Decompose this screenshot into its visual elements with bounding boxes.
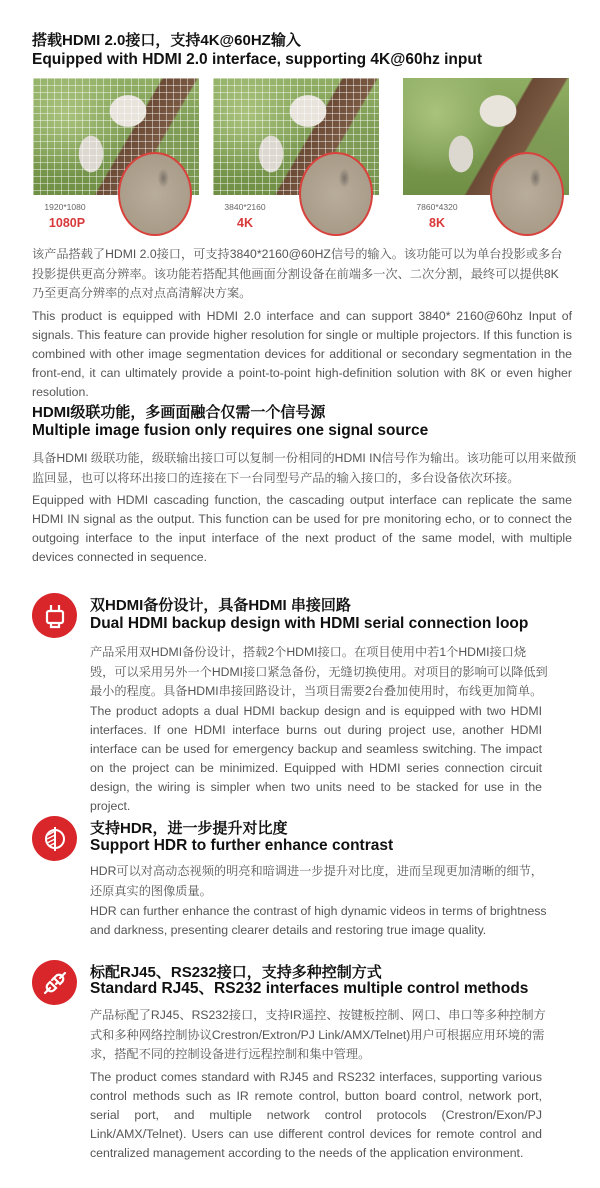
section1-body-cn: 该产品搭载了HDMI 2.0接口，可支持3840*2160@60HZ信号的输入。该功能可以为单台投影或多台投影提供更高分辨率。该功能若搭配其他画面分割设备在前端多一次、二次分割，最终可以提供8K乃至更高分辨率的点对点高清解决方案。 [32,247,563,300]
zoom-magnifier-4k [299,152,373,236]
section4-title-cn: 支持HDR，进一步提升对比度 [90,820,288,837]
section4-body-en: HDR can further enhance the contrast of high dynamic videos in terms of brightness and darkness, presenting clearer details and restoring true image quality. [90,904,547,937]
label-1080p: 1080P [48,216,86,230]
section5-body-en: The product comes standard with RJ45 and RS232 interfaces, supporting various control methods such as IR remote control, button board control, network port, serial port, and multiple network control protocols (Crestron/Exon/PJ Link/AMX/Telnet). Users can use different control devices for remote control and centralized management according to the needs of the application environment. [90,1070,542,1160]
section3-title-cn: 双HDMI备份设计，具备HDMI 串接回路 [90,597,351,614]
section2-title-en: Multiple image fusion only requires one signal source [32,422,429,439]
section5-title-en: Standard RJ45、RS232 interfaces multiple control methods [90,980,529,997]
section1-body-en: This product is equipped with HDMI 2.0 interface and can support 3840* 2160@60hz Input of signals. This feature can provide higher resolution for single or multiple projectors. If this function is combined with other image segmentation devices for additional or secondary segmentation in the front-end, it can ultimately provide a point-to-point high-definition solution with 8K or even higher resolution. [32,309,572,399]
section2-title-cn: HDMI级联功能，多画面融合仅需一个信号源 [32,404,326,421]
hdmi-plug-icon [32,593,77,638]
section1-title-cn: 搭载HDMI 2.0接口，支持4K@60HZ输入 [32,32,301,49]
label-8k: 8K [429,216,445,230]
label-4k: 4K [237,216,253,230]
section5-body-cn: 产品标配了RJ45、RS232接口，支持IR遥控、按键板控制、网口、串口等多种控制方式和多种网络控制协议Crestron/Extron/PJ Link/AMX/Telnet)用户可根据应用环境的需求，搭配不同的控制设备进行远程控制和集中管理。 [90,1008,546,1061]
resolution-4k: 3840*2160 [224,202,266,212]
section3-title-en: Dual HDMI backup design with HDMI serial connection loop [90,615,529,632]
section4-title-en: Support HDR to further enhance contrast [90,837,394,854]
section3-body-en: The product adopts a dual HDMI backup design and is equipped with two HDMI interfaces. If one HDMI interface burns out during project use, another HDMI interface can be used for emergency backup and seamless switching. The impact on the project can be minimized. Equipped with HDMI series connection circuit design, the wiring is simpler when two units need to be stacked for use in the project. [90,704,542,813]
section1-title-en: Equipped with HDMI 2.0 interface, supporting 4K@60hz input [32,51,482,68]
section2-body-cn: 具备HDMI 级联功能，级联输出接口可以复制一份相同的HDMI IN信号作为输出。该功能可以用来做预监回显，也可以将环出接口的连接在下一台同型号产品的输入接口的，多台设备依次环接。 [32,451,577,485]
section3-body-cn: 产品采用双HDMI备份设计，搭载2个HDMI接口。在项目使用中若1个HDMI接口烧毁，可以采用另外一个HDMI接口紧急备份，无缝切换使用。对项目的影响可以降低到最小的程度。具备HDMI串接回路设计，当项目需要2台叠加使用时，布线更加简单。 [90,645,548,698]
zoom-magnifier-8k [490,152,564,236]
zoom-magnifier-1080p [118,152,192,236]
section4-body-cn: HDR可以对高动态视频的明亮和暗调进一步提升对比度，进而呈现更加清晰的细节，还原真实的图像质量。 [90,864,543,898]
plug-connect-icon [32,960,77,1005]
resolution-8k: 7860*4320 [416,202,458,212]
section2-body-en: Equipped with HDMI cascading function, the cascading output interface can replicate the same HDMI IN signal as the output. This function can be used for pre monitoring echo, or to connect the outgoing interface to the input interface of the next product of the same model, with multiple devices connected in sequence. [32,493,572,564]
section5-title-cn: 标配RJ45、RS232接口，支持多种控制方式 [90,964,382,981]
resolution-1080p: 1920*1080 [44,202,86,212]
contrast-icon [32,816,77,861]
